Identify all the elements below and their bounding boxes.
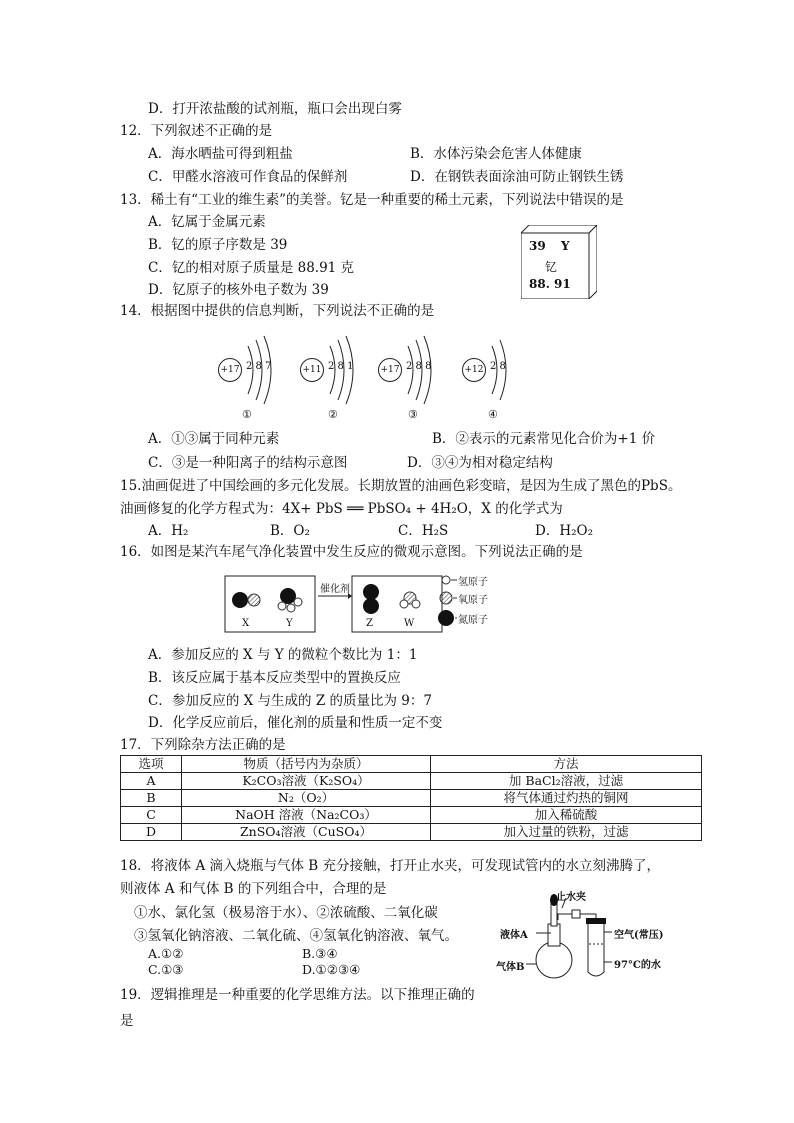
atom-2-nucleus: +11 <box>300 358 324 382</box>
atom-4-shells: 2 8 <box>490 361 506 372</box>
q15-option-d: D．H₂O₂ <box>535 523 593 539</box>
cell-method: 加入过量的铁粉，过滤 <box>431 824 702 841</box>
impurity-removal-table <box>120 755 702 841</box>
cell-option: B <box>121 790 182 807</box>
q16-option-d: D．化学反应前后，催化剂的质量和性质一定不变 <box>148 715 443 731</box>
cell-substance: K₂CO₃溶液（K₂SO₄） <box>182 773 431 790</box>
atom-4-nucleus: +12 <box>462 358 486 382</box>
cell-method: 将气体通过灼热的铜网 <box>431 790 702 807</box>
air-label: 空气(常压) <box>614 930 664 941</box>
q15-option-a: A．H₂ <box>148 523 189 539</box>
q13-option-d: D．钇原子的核外电子数为 39 <box>148 282 329 298</box>
cell-substance: ZnSO₄溶液（CuSO₄） <box>182 824 431 841</box>
legend-hydrogen: 氢原子 <box>458 577 488 588</box>
cell-substance: N₂（O₂） <box>182 790 431 807</box>
q15-stem-2: 油画修复的化学方程式为：4X+ PbS ══ PbSO₄ + 4H₂O，X 的化学式为 <box>120 501 563 517</box>
table-header-row <box>121 756 702 773</box>
q14-stem: 14．根据图中提供的信息判断，下列说法不正确的是 <box>120 303 435 319</box>
cell-method: 加 BaCl₂溶液，过滤 <box>431 773 702 790</box>
atom-diagram-1 <box>218 330 288 420</box>
atom-3-shells: 2 8 8 <box>406 361 432 372</box>
element-symbol: Y <box>561 239 570 253</box>
q18-option-c: C.①③ <box>148 962 184 977</box>
atom-3-label: ③ <box>408 408 418 421</box>
reaction-diagram <box>224 572 524 634</box>
reaction-label-z: Z <box>366 618 373 629</box>
q12-option-c: C．甲醛水溶液可作食品的保鲜剂 <box>148 169 348 185</box>
clamp-label: 止水夹 <box>556 892 586 903</box>
q15-option-b: B．O₂ <box>270 523 310 539</box>
reaction-label-x: X <box>242 618 250 629</box>
header-substance: 物质（括号内为杂质） <box>182 756 431 773</box>
q12-option-a: A．海水晒盐可得到粗盐 <box>148 146 293 162</box>
atom-1-nucleus: +17 <box>218 358 242 382</box>
q18-combo-2: ③氢氧化钠溶液、二氧化硫、④氢氧化钠溶液、氧气。 <box>134 928 458 944</box>
table-row <box>121 824 702 841</box>
apparatus-diagram <box>496 888 686 984</box>
liquid-a-label: 液体A <box>500 930 528 941</box>
atom-1-label: ① <box>242 408 252 421</box>
q16-stem: 16．如图是某汽车尾气净化装置中发生反应的微观示意图。下列说法正确的是 <box>120 544 583 560</box>
q15-option-c: C．H₂S <box>398 523 449 539</box>
q12-option-b: B．水体污染会危害人体健康 <box>410 146 582 162</box>
q19-stem-2: 是 <box>120 1013 134 1029</box>
legend-oxygen: 氧原子 <box>458 595 488 606</box>
q13-stem: 13．稀土有“工业的维生素”的美誉。钇是一种重要的稀土元素，下列说法中错误的是 <box>120 192 624 208</box>
q13-option-c: C．钇的相对原子质量是 88.91 克 <box>148 260 355 276</box>
element-name: 钇 <box>545 260 558 274</box>
q13-option-b: B．钇的原子序数是 39 <box>148 237 288 253</box>
q14-option-a: A．①③属于同种元素 <box>148 431 280 447</box>
cell-method: 加入稀硫酸 <box>431 807 702 824</box>
q15-stem-1: 15.油画促进了中国绘画的多元化发展。长期放置的油画色彩变暗，是因为生成了黑色的PbS。 <box>120 478 682 494</box>
q12-stem: 12．下列叙述不正确的是 <box>120 123 273 139</box>
q18-option-b: B.③④ <box>302 946 338 961</box>
q14-option-c: C．③是一种阳离子的结构示意图 <box>148 455 348 471</box>
q17-stem: 17．下列除杂方法正确的是 <box>120 737 286 753</box>
cell-option: D <box>121 824 182 841</box>
q14-option-d: D．③④为相对稳定结构 <box>407 455 553 471</box>
atom-diagram-3 <box>378 330 448 420</box>
header-option: 选项 <box>121 756 182 773</box>
reaction-label-y: Y <box>286 618 293 629</box>
q16-option-a: A．参加反应的 X 与 Y 的微粒个数比为 1：1 <box>148 647 418 663</box>
table-row <box>121 790 702 807</box>
q16-option-b: B．该反应属于基本反应类型中的置换反应 <box>148 670 401 686</box>
q18-stem-2: 则液体 A 和气体 B 的下列组合中，合理的是 <box>120 881 387 897</box>
cell-substance: NaOH 溶液（Na₂CO₃） <box>182 807 431 824</box>
atom-diagram-2 <box>300 330 370 420</box>
q18-combo-1: ①水、氯化氢（极易溶于水）、②浓硫酸、二氧化碳 <box>134 905 438 921</box>
atom-2-shells: 2 8 1 <box>328 361 354 372</box>
table-row <box>121 773 702 790</box>
water-label: 97°C的水 <box>614 960 661 971</box>
q11-option-d: D．打开浓盐酸的试剂瓶，瓶口会出现白雾 <box>148 101 402 117</box>
q18-option-d: D.①②③④ <box>302 962 361 977</box>
q18-option-a: A.①② <box>148 946 184 961</box>
element-mass: 88. 91 <box>529 277 571 291</box>
q16-option-c: C．参加反应的 X 与生成的 Z 的质量比为 9：7 <box>148 693 432 709</box>
atom-diagram-4 <box>462 330 522 420</box>
atom-2-label: ② <box>328 408 338 421</box>
element-card <box>521 225 591 293</box>
q19-stem-1: 19．逻辑推理是一种重要的化学思维方法。以下推理正确的 <box>120 987 475 1003</box>
q14-option-b: B．②表示的元素常见化合价为+1 价 <box>432 431 656 447</box>
reaction-label-w: W <box>404 618 415 629</box>
atom-3-nucleus: +17 <box>378 358 402 382</box>
cell-option: C <box>121 807 182 824</box>
q18-stem-1: 18．将液体 A 滴入烧瓶与气体 B 充分接触，打开止水夹，可发现试管内的水立刻沸腾了， <box>120 858 661 874</box>
q12-option-d: D．在钢铁表面涂油可防止钢铁生锈 <box>410 169 624 185</box>
atom-1-shells: 2 8 7 <box>246 361 272 372</box>
cell-option: A <box>121 773 182 790</box>
table-row <box>121 807 702 824</box>
catalyst-label: 催化剂 <box>320 584 350 595</box>
q13-option-a: A．钇属于金属元素 <box>148 214 266 230</box>
atom-4-label: ④ <box>488 408 498 421</box>
element-number: 39 <box>529 239 546 253</box>
legend-nitrogen: 氮原子 <box>458 615 488 626</box>
header-method: 方法 <box>431 756 702 773</box>
gas-b-label: 气体B <box>496 962 525 973</box>
